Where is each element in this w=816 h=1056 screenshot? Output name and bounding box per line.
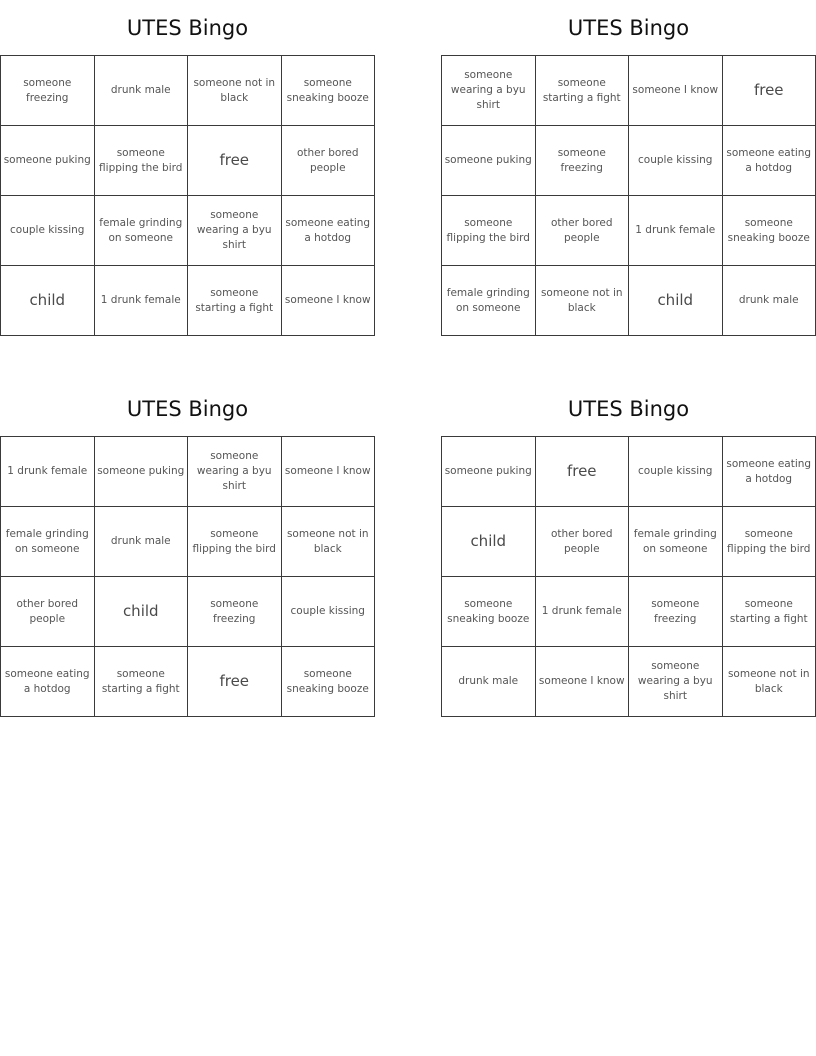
bingo-cell[interactable]: drunk male [442, 647, 536, 717]
bingo-cell-free[interactable]: free [723, 56, 816, 126]
bingo-cell[interactable]: someone not in black [536, 266, 630, 336]
bingo-cell[interactable]: couple kissing [629, 437, 723, 507]
bingo-cell[interactable]: other bored people [536, 507, 630, 577]
bingo-cell-child[interactable]: child [629, 266, 723, 336]
bingo-cell[interactable]: someone flipping the bird [95, 126, 189, 196]
bingo-grid [441, 55, 816, 336]
bingo-cell[interactable]: someone sneaking booze [282, 56, 376, 126]
bingo-cell[interactable]: someone I know [282, 266, 376, 336]
bingo-cell[interactable]: other bored people [1, 577, 95, 647]
bingo-grid [0, 436, 375, 717]
bingo-cell[interactable]: drunk male [95, 56, 189, 126]
bingo-cell[interactable]: someone flipping the bird [442, 196, 536, 266]
bingo-cell[interactable]: couple kissing [282, 577, 376, 647]
bingo-cell[interactable]: someone puking [442, 437, 536, 507]
bingo-cell-child[interactable]: child [442, 507, 536, 577]
bingo-cell[interactable]: someone not in black [282, 507, 376, 577]
bingo-cell[interactable]: someone sneaking booze [282, 647, 376, 717]
bingo-card-4 [441, 381, 816, 717]
bingo-cell[interactable]: someone starting a fight [188, 266, 282, 336]
bingo-cell[interactable]: someone flipping the bird [188, 507, 282, 577]
bingo-cell[interactable]: 1 drunk female [1, 437, 95, 507]
bingo-cell[interactable]: someone wearing a byu shirt [188, 437, 282, 507]
bingo-grid [0, 55, 375, 336]
bingo-cell[interactable]: female grinding on someone [442, 266, 536, 336]
bingo-cell[interactable]: 1 drunk female [629, 196, 723, 266]
bingo-cell[interactable]: someone freezing [1, 56, 95, 126]
bingo-cell-child[interactable]: child [1, 266, 95, 336]
bingo-cell[interactable]: someone I know [536, 647, 630, 717]
bingo-cell[interactable]: female grinding on someone [629, 507, 723, 577]
bingo-cell-child[interactable]: child [95, 577, 189, 647]
bingo-cell-free[interactable]: free [188, 126, 282, 196]
bingo-cell[interactable]: someone sneaking booze [723, 196, 816, 266]
bingo-cell[interactable]: someone starting a fight [723, 577, 816, 647]
bingo-cell[interactable]: someone freezing [536, 126, 630, 196]
card-title: UTES Bingo [567, 16, 690, 40]
card-title: UTES Bingo [126, 16, 249, 40]
bingo-cell[interactable]: someone eating a hotdog [1, 647, 95, 717]
bingo-cell[interactable]: couple kissing [629, 126, 723, 196]
bingo-cell[interactable]: someone wearing a byu shirt [442, 56, 536, 126]
bingo-cell[interactable]: someone eating a hotdog [723, 126, 816, 196]
bingo-cell[interactable]: someone wearing a byu shirt [188, 196, 282, 266]
bingo-cell[interactable]: someone flipping the bird [723, 507, 816, 577]
bingo-cell[interactable]: someone starting a fight [536, 56, 630, 126]
bingo-cell[interactable]: someone wearing a byu shirt [629, 647, 723, 717]
bingo-cell[interactable]: someone I know [629, 56, 723, 126]
bingo-cell[interactable]: 1 drunk female [536, 577, 630, 647]
bingo-cell[interactable]: someone puking [1, 126, 95, 196]
bingo-cell[interactable]: someone puking [95, 437, 189, 507]
bingo-grid [441, 436, 816, 717]
bingo-cell[interactable]: someone freezing [188, 577, 282, 647]
bingo-cell-free[interactable]: free [536, 437, 630, 507]
bingo-cell[interactable]: someone eating a hotdog [723, 437, 816, 507]
bingo-cell[interactable]: someone not in black [723, 647, 816, 717]
bingo-cell[interactable]: someone puking [442, 126, 536, 196]
bingo-cell[interactable]: someone not in black [188, 56, 282, 126]
bingo-card-2 [441, 0, 816, 336]
bingo-card-1 [0, 0, 375, 336]
card-title: UTES Bingo [567, 397, 690, 421]
bingo-cell[interactable]: other bored people [536, 196, 630, 266]
bingo-cell[interactable]: someone freezing [629, 577, 723, 647]
bingo-cell[interactable]: female grinding on someone [95, 196, 189, 266]
bingo-cell[interactable]: couple kissing [1, 196, 95, 266]
bingo-cell[interactable]: 1 drunk female [95, 266, 189, 336]
bingo-cell[interactable]: other bored people [282, 126, 376, 196]
card-title: UTES Bingo [126, 397, 249, 421]
bingo-card-3 [0, 381, 375, 717]
bingo-cell[interactable]: someone eating a hotdog [282, 196, 376, 266]
bingo-cell[interactable]: female grinding on someone [1, 507, 95, 577]
bingo-cell[interactable]: someone sneaking booze [442, 577, 536, 647]
bingo-cell[interactable]: drunk male [95, 507, 189, 577]
bingo-cell[interactable]: someone starting a fight [95, 647, 189, 717]
bingo-cell[interactable]: drunk male [723, 266, 816, 336]
bingo-cell[interactable]: someone I know [282, 437, 376, 507]
bingo-cell-free[interactable]: free [188, 647, 282, 717]
